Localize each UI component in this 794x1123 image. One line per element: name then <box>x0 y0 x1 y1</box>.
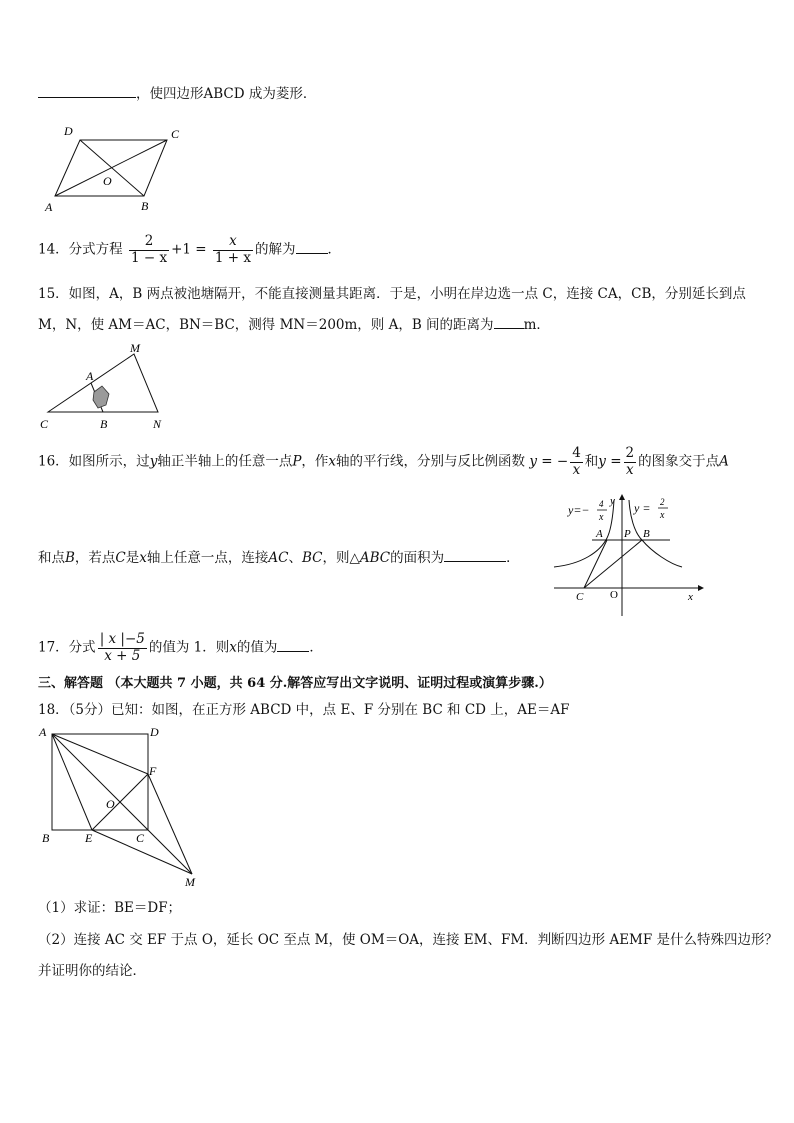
q16-var-x2: x <box>139 550 147 566</box>
fig16-eq2-den: x <box>660 510 665 521</box>
q14-fraction-2 <box>213 234 253 266</box>
q14-fraction-1 <box>129 234 169 266</box>
label-c: C <box>576 591 584 603</box>
q13-figure <box>40 122 190 217</box>
section-heading: 三、解答题 （本大题共 7 小题，共 64 分.解答应写出文字说明、证明过程或演算步骤.） <box>38 676 552 691</box>
q16-text-4: 轴的平行线，分别与反比例函数 <box>336 453 526 470</box>
q16-sep: 、 <box>288 550 302 566</box>
label-x-axis: x <box>688 591 693 603</box>
label-m: M <box>130 342 140 355</box>
q18-part1: （1）求证：BE＝DF； <box>38 900 182 916</box>
q14-mid: +1 = <box>171 241 207 258</box>
q16-var-c: C <box>115 550 126 566</box>
q13-answer-blank <box>38 85 136 98</box>
label-o: O <box>106 797 115 811</box>
q16-triangle: △ABC <box>349 550 391 566</box>
q13-text: ，使四边形ABCD 成为菱形． <box>136 86 317 102</box>
fig16-eq2-lhs: y = <box>634 501 651 515</box>
q16-eq2-fraction <box>624 446 637 478</box>
q15-figure <box>36 342 176 434</box>
q17-end: ． <box>309 639 323 656</box>
diagonal-bd <box>80 140 144 196</box>
q16-eq1-fraction <box>570 446 583 478</box>
q17-var-x: x <box>229 639 237 656</box>
q16-text-6: 和点 <box>38 550 65 566</box>
q17-answer-blank <box>277 639 309 652</box>
q14-suffix: 的解为 <box>255 241 296 258</box>
q15-line1: 15．如图，A，B 两点被池塘隔开，不能直接测量其距离．于是，小明在岸边选一点 C，连接 CA，CB，分别延长到点 <box>38 286 746 302</box>
label-d: D <box>150 725 159 739</box>
q16-text-3: ，作 <box>301 453 329 470</box>
q16-text-10: ，则 <box>322 550 350 566</box>
q15-unit: m． <box>523 317 550 333</box>
label-n: N <box>153 417 162 431</box>
label-a: A <box>86 369 94 383</box>
fig16-eq1-den: x <box>599 512 604 523</box>
q14-f2-numerator: x <box>213 234 253 251</box>
q15-line2-text: M，N，使 AM＝AC，BN＝BC，测得 MN＝200m，则 A，B 间的距离为 <box>38 317 494 333</box>
q18-part2-cont: 并证明你的结论． <box>38 963 146 979</box>
q16-seg-ac: AC <box>268 550 289 566</box>
x-axis-arrow <box>698 585 704 591</box>
q18-part2: （2）连接 AC 交 EF 于点 O，延长 OC 至点 M，使 OM＝OA，连接 EM、FM．判断四边形 AEMF 是什么特殊四边形？ <box>38 932 779 948</box>
q18-figure <box>36 722 206 890</box>
q14-f1-denominator: 1 − x <box>130 249 168 266</box>
q16-end: ． <box>506 550 520 566</box>
label-o: O <box>610 589 618 601</box>
label-a: A <box>39 725 47 739</box>
q17-denominator: x + 5 <box>104 647 141 664</box>
q15-line2 <box>38 313 550 333</box>
q16-text-9: 轴上任意一点，连接 <box>146 550 269 566</box>
q17-fraction <box>98 632 147 664</box>
label-m: M <box>185 875 195 889</box>
label-b: B <box>141 199 149 213</box>
q16-var-p: P <box>292 453 302 470</box>
q16-eq2-lhs: y = <box>598 453 622 470</box>
label-b: B <box>42 831 50 845</box>
q16-line2 <box>38 546 520 566</box>
q13-line <box>38 82 316 102</box>
fig16-eq1-lhs: y=− <box>568 503 590 517</box>
q16-text-5: 的图象交于点 <box>638 453 720 470</box>
q16-var-a: A <box>719 453 729 470</box>
q14-f1-numerator: 2 <box>129 234 169 251</box>
q18-stem: 18．（5分）已知：如图，在正方形 ABCD 中，点 E、F 分别在 BC 和 CD 上，AE＝AF <box>38 702 570 718</box>
q16-eq1-lhs: y = − <box>529 453 569 470</box>
label-f: F <box>149 764 157 778</box>
label-c: C <box>40 417 49 431</box>
q16-seg-bc: BC <box>301 550 323 566</box>
q16-var-b: B <box>65 550 75 566</box>
label-b: B <box>643 528 650 540</box>
label-p: P <box>624 528 631 540</box>
q14-line <box>38 234 341 266</box>
q16-eq1-den: x <box>572 461 581 478</box>
label-a: A <box>596 528 603 540</box>
label-d: D <box>64 124 73 138</box>
fig16-eq2-num: 2 <box>660 497 665 507</box>
q16-figure <box>552 494 712 618</box>
q14-f2-denominator: 1 + x <box>214 249 252 266</box>
q14-prefix: 14．分式方程 <box>38 241 123 258</box>
q16-line1 <box>38 446 729 478</box>
label-y-axis: y <box>610 495 615 507</box>
y-axis-arrow <box>619 494 625 500</box>
label-o: O <box>103 174 112 188</box>
q15-answer-blank <box>494 316 524 329</box>
q16-eq2-den: x <box>626 461 634 478</box>
segment-ac <box>584 540 607 588</box>
label-b: B <box>100 417 108 431</box>
q16-text-1: 16．如图所示，过 <box>38 453 150 470</box>
q16-answer-blank <box>444 549 506 562</box>
q16-var-x: x <box>328 453 337 470</box>
q16-text-8: 是 <box>125 550 140 566</box>
q17-line <box>38 632 323 664</box>
q16-text-11: 的面积为 <box>390 550 445 566</box>
q16-eq2-num: 2 <box>625 445 635 461</box>
q17-suffix: 的值为 <box>236 639 278 656</box>
q16-text-2: 轴正半轴上的任意一点 <box>157 453 293 470</box>
label-c: C <box>136 831 145 845</box>
label-a: A <box>45 200 53 214</box>
q17-numerator: | x |−5 <box>99 631 145 647</box>
label-e: E <box>85 831 93 845</box>
segment-ac <box>52 734 192 874</box>
q16-and: 和 <box>584 453 599 470</box>
q16-text-7: ，若点 <box>74 550 116 566</box>
q16-var-y: y <box>149 453 158 470</box>
q17-mid: 的值为 1．则 <box>148 639 230 656</box>
q16-eq1-num: 4 <box>572 445 581 461</box>
q14-answer-blank <box>296 241 328 254</box>
fig16-eq1-num: 4 <box>599 499 604 509</box>
label-c: C <box>171 127 180 141</box>
segment-fm <box>148 774 192 874</box>
q17-prefix: 17．分式 <box>38 639 96 656</box>
segment-bc <box>584 540 642 588</box>
q14-end: ． <box>327 241 342 258</box>
pond-shape <box>93 386 109 408</box>
